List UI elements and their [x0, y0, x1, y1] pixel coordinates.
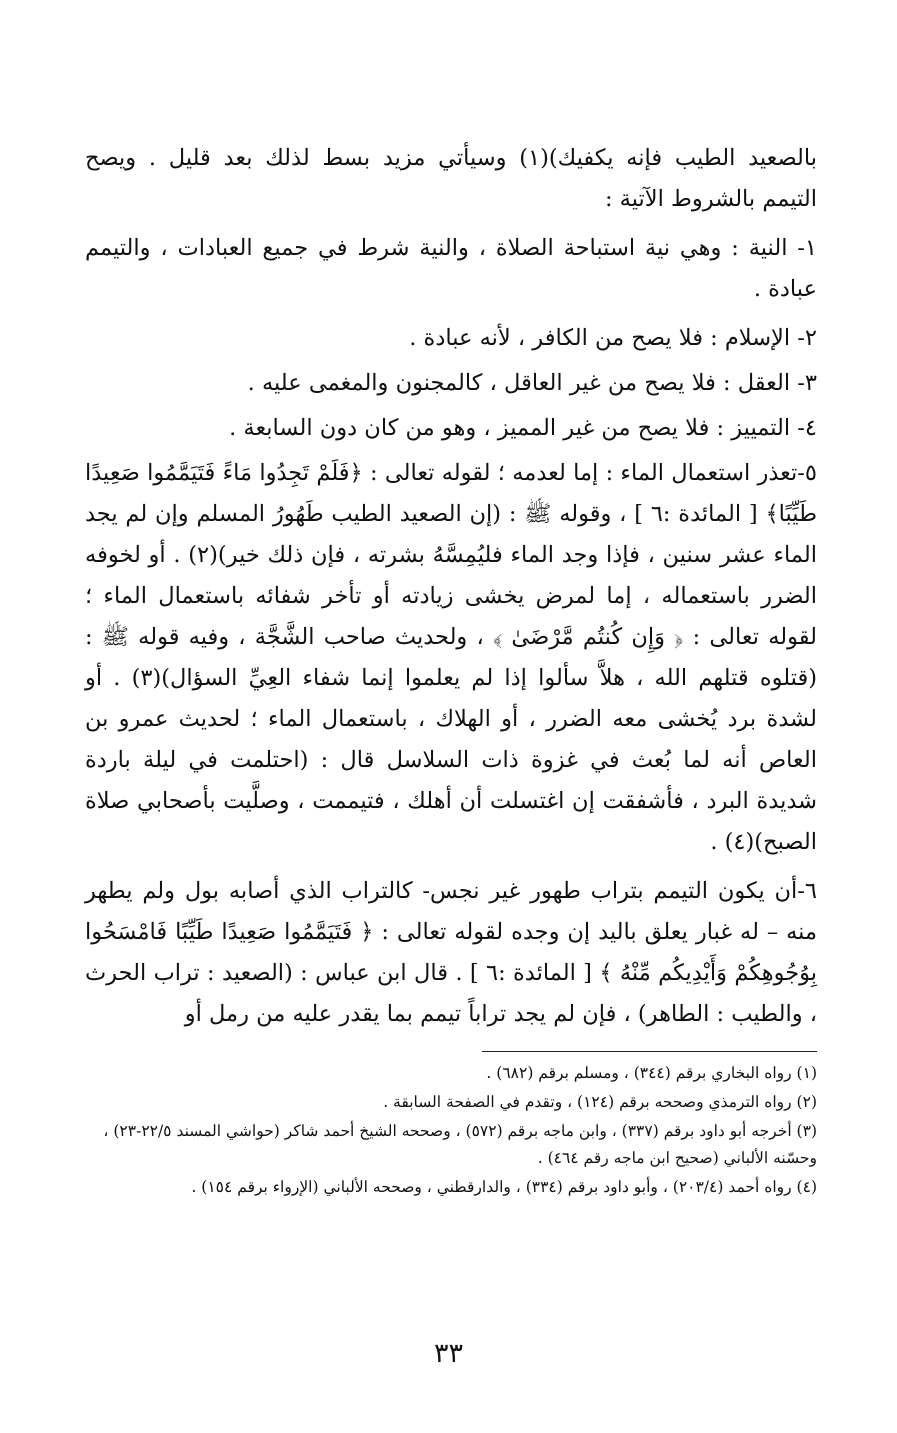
- main-text: [85, 138, 817, 1035]
- footnote-item: (١) رواه البخاري برقم (٣٤٤) ، ومسلم برقم (٦٨٢) .: [486, 1064, 817, 1082]
- footnotes: [85, 1060, 817, 1201]
- footnote-item: (٣) أخرجه أبو داود برقم (٣٣٧) ، وابن ماجه برقم (٥٧٢) ، وصححه الشيخ أحمد شاكر (حواشي المسند ٢٢/٥-٢٣) ، وحسّنه الألباني (صحيح ابن ماجه رقم ٤٦٤) .: [103, 1122, 817, 1167]
- page-number: ٣٣: [433, 1338, 463, 1369]
- paragraph-condition-4: ٤- التمييز : فلا يصح من غير المميز ، وهو من كان دون السابعة .: [229, 415, 817, 441]
- footnote-item: (٢) رواه الترمذي وصححه برقم (١٢٤) ، وتقدم في الصفحة السابقة .: [383, 1093, 817, 1111]
- paragraph-intro: بالصعيد الطيب فإنه يكفيك)(١) وسيأتي مزيد بسط لذلك بعد قليل . ويصح التيمم بالشروط الآتية :: [85, 145, 818, 212]
- paragraph-condition-1: ١- النية : وهي نية استباحة الصلاة ، والنية شرط في جميع العبادات ، والتيمم عبادة .: [85, 235, 817, 302]
- paragraph-condition-5: ٥-تعذر استعمال الماء : إما لعدمه ؛ لقوله تعالى : ﴿فَلَمْ تَجِدُوا مَاءً فَتَيَمَّمُوا صَعِيدًا طَيِّبًا﴾ [ المائدة :٦ ] ، وقوله ﷺ : (إن الصعيد الطيب طَهُورُ المسلم وإن لم يجد الماء عشر سنين ، فإذا وجد الماء فليُمِسَّهُ بشرته ، فإن ذلك خير)(٢) . أو لخوفه الضرر باستعماله ، إما لمرض يخشى زيادته أو تأخر شفائه باستعمال الماء ؛ لقوله تعالى : ﴿ وَإِن كُنتُم مَّرْضَىٰ ﴾ ، ولحديث صاحب الشَّجَّة ، وفيه قوله ﷺ : (قتلوه قتلهم الله ، هلاَّ سألوا إذا لم يعلموا إنما شفاء العِيِّ السؤال)(٣) . أو لشدة برد يُخشى معه الضرر ، أو الهلاك ، باستعمال الماء ؛ لحديث عمرو بن العاص أنه لما بُعث في غزوة ذات السلاسل قال : (احتلمت في ليلة باردة شديدة البرد ، فأشفقت إن اغتسلت أن أهلك ، فتيممت ، وصلَّيت بأصحابي صلاة الصبح)(٤) .: [85, 460, 818, 855]
- paragraph-condition-6: ٦-أن يكون التيمم بتراب طهور غير نجس- كالتراب الذي أصابه بول ولم يطهر منه – له غبار يعلق باليد إن وجده لقوله تعالى : ﴿ فَتَيَمَّمُوا صَعِيدًا طَيِّبًا فَامْسَحُوا بِوُجُوهِكُمْ وَأَيْدِيكُم مِّنْهُ ﴾ [ المائدة :٦ ] . قال ابن عباس : (الصعيد : تراب الحرث ، والطيب : الطاهر) ، فإن لم يجد تراباً تيمم بما يقدر عليه من رمل أو: [85, 878, 817, 1027]
- footnote-item: (٤) رواه أحمد (٢٠٣/٤) ، وأبو داود برقم (٣٣٤) ، والدارقطني ، وصححه الألباني (الإرواء برقم ١٥٤) .: [191, 1178, 817, 1196]
- paragraph-condition-2: ٢- الإسلام : فلا يصح من الكافر ، لأنه عبادة .: [409, 325, 817, 351]
- paragraph-condition-3: ٣- العقل : فلا يصح من غير العاقل ، كالمجنون والمغمى عليه .: [247, 370, 817, 396]
- footnote-divider: [482, 1051, 817, 1052]
